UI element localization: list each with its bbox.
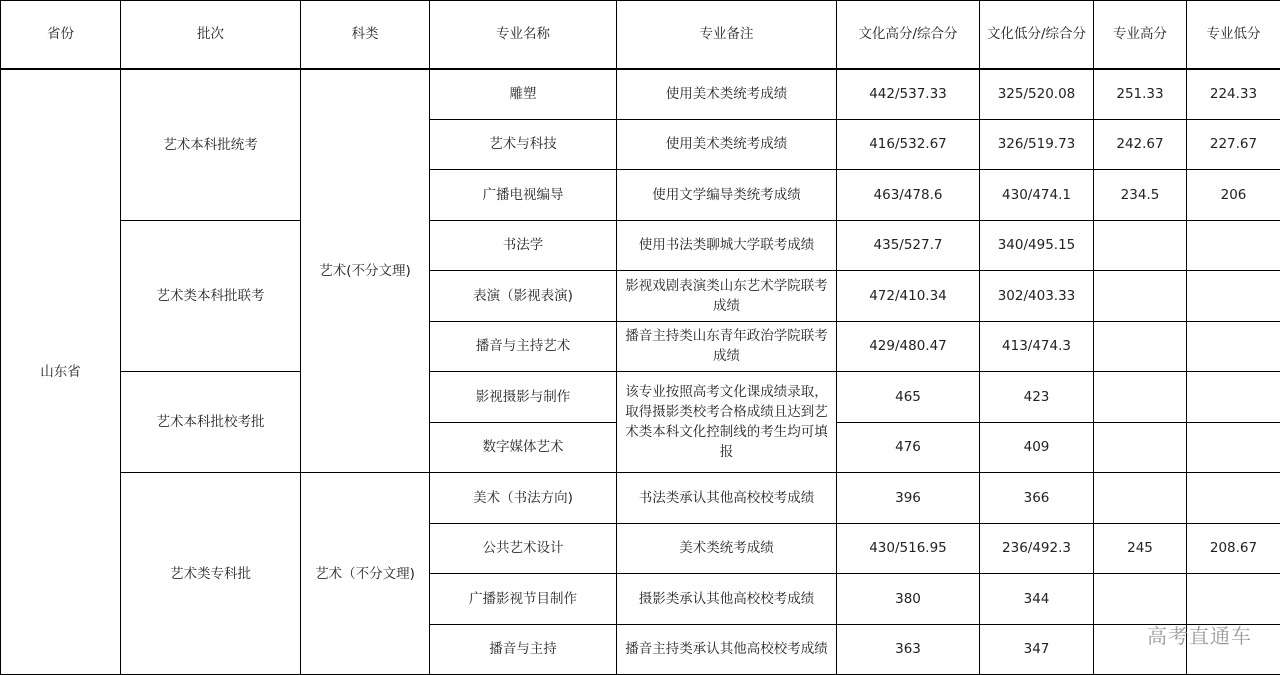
note-cell: 使用书法类聊城大学联考成绩 xyxy=(617,220,837,271)
culture-high-cell: 416/532.67 xyxy=(837,119,980,170)
culture-low-cell: 430/474.1 xyxy=(980,170,1094,221)
culture-low-cell: 302/403.33 xyxy=(980,271,1094,322)
note-cell: 使用美术类统考成绩 xyxy=(617,69,837,120)
header-batch: 批次 xyxy=(121,1,301,69)
header-major: 专业名称 xyxy=(430,1,617,69)
pro-low-cell xyxy=(1187,220,1280,271)
culture-high-cell: 435/527.7 xyxy=(837,220,980,271)
table-row xyxy=(1,372,1280,423)
major-cell: 播音与主持 xyxy=(430,624,617,675)
pro-low-cell xyxy=(1187,473,1280,524)
culture-low-cell: 236/492.3 xyxy=(980,523,1094,574)
header-culture-low: 文化低分/综合分 xyxy=(980,1,1094,69)
major-cell: 美术（书法方向) xyxy=(430,473,617,524)
batch-cell: 艺术本科批校考批 xyxy=(121,372,301,473)
header-category: 科类 xyxy=(301,1,430,69)
pro-low-cell: 224.33 xyxy=(1187,69,1280,120)
pro-low-cell xyxy=(1187,271,1280,322)
batch-cell: 艺术类本科批联考 xyxy=(121,220,301,372)
culture-high-cell: 463/478.6 xyxy=(837,170,980,221)
note-cell: 摄影类承认其他高校校考成绩 xyxy=(617,574,837,625)
culture-low-cell: 340/495.15 xyxy=(980,220,1094,271)
culture-high-cell: 442/537.33 xyxy=(837,69,980,120)
note-cell: 美术类统考成绩 xyxy=(617,523,837,574)
culture-low-cell: 413/474.3 xyxy=(980,321,1094,372)
culture-low-cell: 423 xyxy=(980,372,1094,423)
batch-cell: 艺术类专科批 xyxy=(121,473,301,675)
pro-low-cell xyxy=(1187,422,1280,473)
note-cell: 该专业按照高考文化课成绩录取，取得摄影类校考合格成绩且达到艺术类本科文化控制线的考生均可填报 xyxy=(617,372,837,473)
pro-high-cell xyxy=(1094,271,1187,322)
culture-high-cell: 429/480.47 xyxy=(837,321,980,372)
header-culture-high: 文化高分/综合分 xyxy=(837,1,980,69)
major-cell: 影视摄影与制作 xyxy=(430,372,617,423)
pro-high-cell xyxy=(1094,372,1187,423)
province-cell: 山东省 xyxy=(1,69,121,675)
pro-high-cell: 242.67 xyxy=(1094,119,1187,170)
culture-high-cell: 430/516.95 xyxy=(837,523,980,574)
culture-low-cell: 326/519.73 xyxy=(980,119,1094,170)
note-cell: 使用文学编导类统考成绩 xyxy=(617,170,837,221)
culture-low-cell: 366 xyxy=(980,473,1094,524)
culture-high-cell: 396 xyxy=(837,473,980,524)
pro-low-cell xyxy=(1187,321,1280,372)
pro-high-cell: 245 xyxy=(1094,523,1187,574)
note-cell: 书法类承认其他高校校考成绩 xyxy=(617,473,837,524)
culture-low-cell: 325/520.08 xyxy=(980,69,1094,120)
pro-high-cell xyxy=(1094,321,1187,372)
pro-high-cell: 251.33 xyxy=(1094,69,1187,120)
major-cell: 表演（影视表演) xyxy=(430,271,617,322)
header-pro-high: 专业高分 xyxy=(1094,1,1187,69)
major-cell: 数字媒体艺术 xyxy=(430,422,617,473)
pro-high-cell: 234.5 xyxy=(1094,170,1187,221)
table-header-row xyxy=(1,1,1280,69)
pro-low-cell xyxy=(1187,574,1280,625)
note-cell: 播音主持类山东青年政治学院联考成绩 xyxy=(617,321,837,372)
table-row xyxy=(1,473,1280,524)
header-pro-low: 专业低分 xyxy=(1187,1,1280,69)
culture-high-cell: 465 xyxy=(837,372,980,423)
table-row xyxy=(1,69,1280,120)
culture-low-cell: 344 xyxy=(980,574,1094,625)
table-row xyxy=(1,220,1280,271)
pro-low-cell: 227.67 xyxy=(1187,119,1280,170)
category-cell: 艺术（不分文理) xyxy=(301,473,430,675)
pro-low-cell: 206 xyxy=(1187,170,1280,221)
batch-cell: 艺术本科批统考 xyxy=(121,69,301,221)
culture-high-cell: 380 xyxy=(837,574,980,625)
pro-high-cell xyxy=(1094,473,1187,524)
pro-low-cell xyxy=(1187,372,1280,423)
major-cell: 广播影视节目制作 xyxy=(430,574,617,625)
major-cell: 播音与主持艺术 xyxy=(430,321,617,372)
culture-low-cell: 409 xyxy=(980,422,1094,473)
culture-low-cell: 347 xyxy=(980,624,1094,675)
header-note: 专业备注 xyxy=(617,1,837,69)
major-cell: 雕塑 xyxy=(430,69,617,120)
note-cell: 播音主持类承认其他高校校考成绩 xyxy=(617,624,837,675)
major-cell: 艺术与科技 xyxy=(430,119,617,170)
major-cell: 公共艺术设计 xyxy=(430,523,617,574)
header-province: 省份 xyxy=(1,1,121,69)
note-cell: 使用美术类统考成绩 xyxy=(617,119,837,170)
culture-high-cell: 472/410.34 xyxy=(837,271,980,322)
major-cell: 书法学 xyxy=(430,220,617,271)
category-cell: 艺术(不分文理) xyxy=(301,69,430,473)
major-cell: 广播电视编导 xyxy=(430,170,617,221)
note-cell: 影视戏剧表演类山东艺术学院联考成绩 xyxy=(617,271,837,322)
pro-high-cell xyxy=(1094,574,1187,625)
watermark-text: 高考直通车 xyxy=(1147,620,1252,649)
pro-high-cell xyxy=(1094,220,1187,271)
culture-high-cell: 363 xyxy=(837,624,980,675)
pro-high-cell xyxy=(1094,422,1187,473)
culture-high-cell: 476 xyxy=(837,422,980,473)
pro-low-cell: 208.67 xyxy=(1187,523,1280,574)
